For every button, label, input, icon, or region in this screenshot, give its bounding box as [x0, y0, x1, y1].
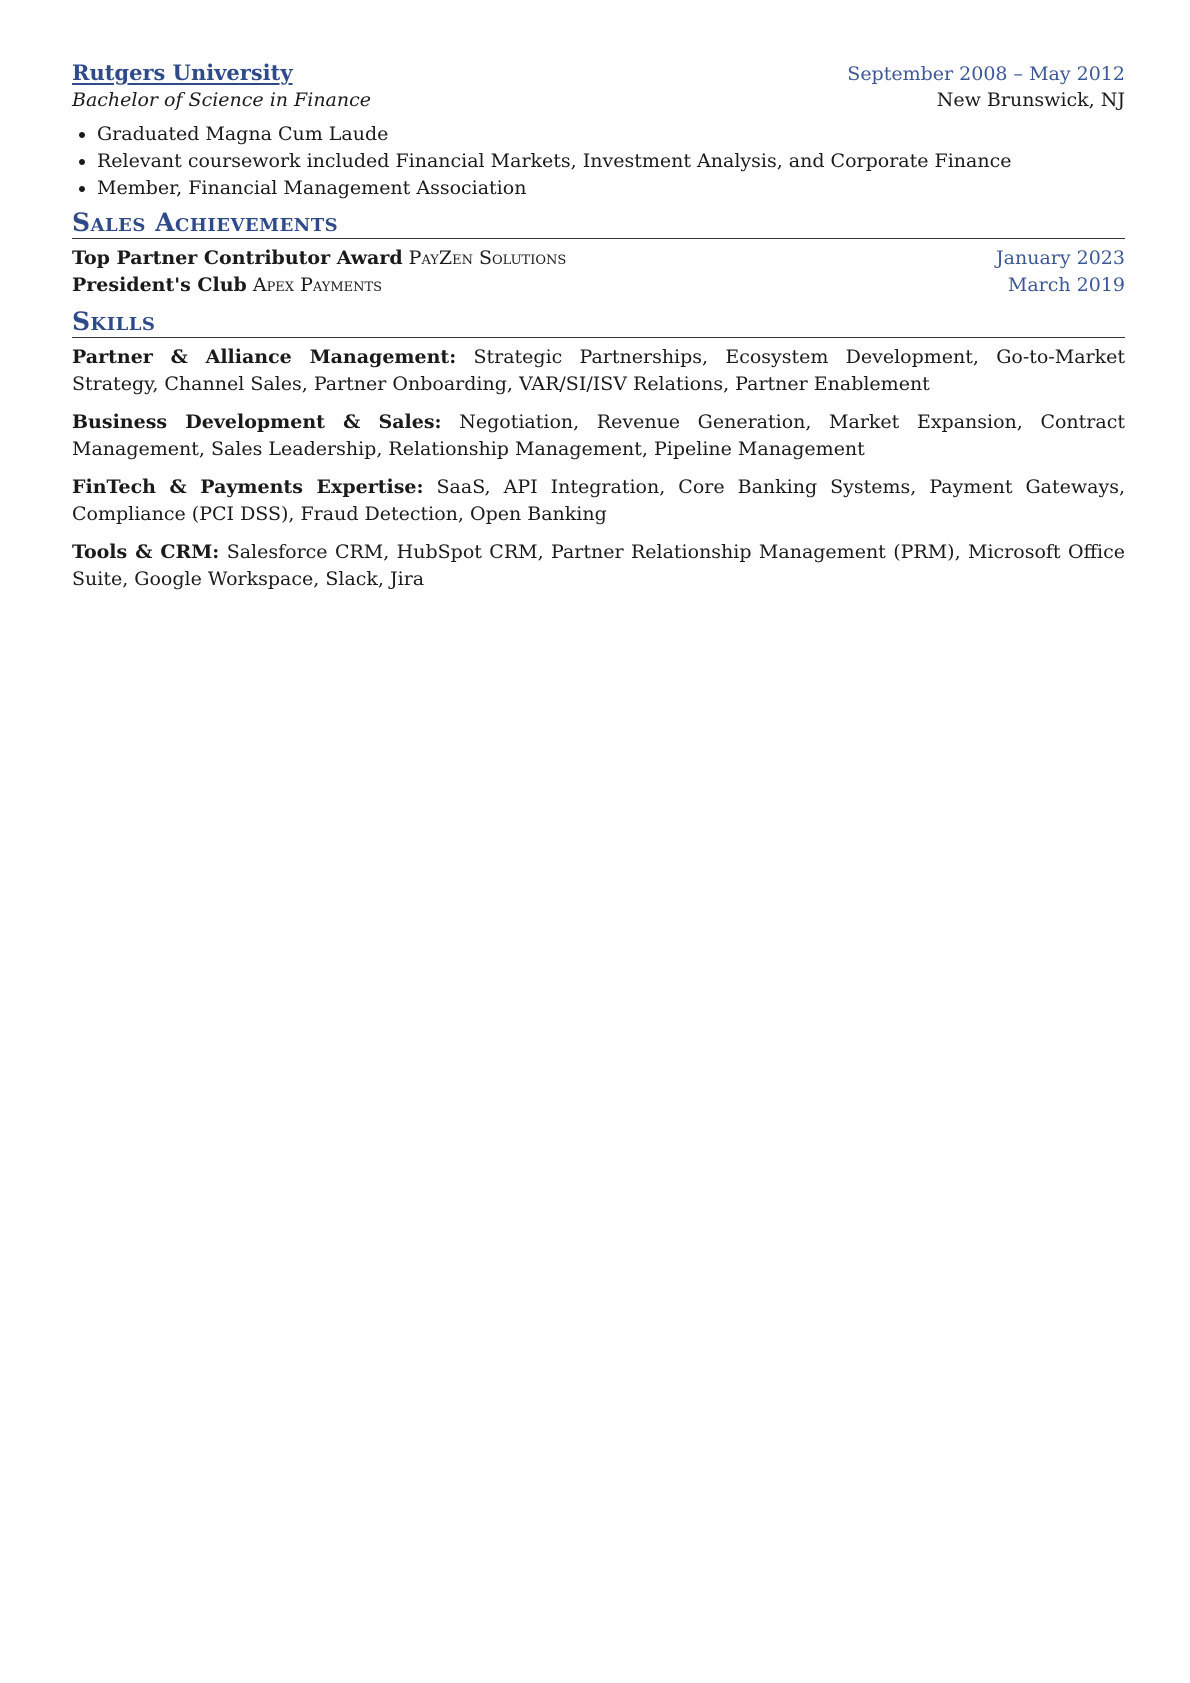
achievement-row	[72, 245, 1125, 272]
skill-group-text: Salesforce CRM, HubSpot CRM, Partner Relationship Management (PRM), Microsoft Office Suite, Google Workspace, Slack, Jira	[72, 541, 1125, 590]
skill-group	[72, 409, 1125, 463]
achievement-name: President's Club	[72, 274, 247, 296]
skill-group-label: Tools & CRM:	[72, 541, 220, 563]
list-item: • Graduated Magna Cum Laude	[97, 121, 1125, 148]
skills-list	[72, 344, 1125, 593]
skill-group-label: Business Development & Sales:	[72, 411, 442, 433]
skill-group-text: Strategic Partnerships, Ecosystem Development, Go-to-Market Strategy, Channel Sales, Partner Onboarding, VAR/SI/ISV Relations, Partner Enablement	[72, 346, 1125, 395]
achievements-list	[72, 245, 1125, 299]
school-link[interactable]: Rutgers University	[72, 60, 293, 85]
skill-group	[72, 344, 1125, 398]
skill-group	[72, 474, 1125, 528]
skill-group	[72, 539, 1125, 593]
education-bullets	[72, 121, 1125, 202]
skill-group-text: Negotiation, Revenue Generation, Market Expansion, Contract Management, Sales Leadership, Relationship Management, Pipeline Management	[72, 411, 1125, 460]
education-dates: September 2008 – May 2012	[847, 63, 1125, 85]
achievement-date: January 2023	[996, 247, 1125, 269]
skill-group-label: FinTech & Payments Expertise:	[72, 476, 424, 498]
section-title-skills: Skills	[72, 307, 1125, 338]
education-location: New Brunswick, NJ	[936, 89, 1125, 111]
achievement-name: Top Partner Contributor Award	[72, 247, 403, 269]
skill-group-label: Partner & Alliance Management:	[72, 346, 457, 368]
resume-page	[72, 60, 1125, 593]
list-item: • Relevant coursework included Financial Markets, Investment Analysis, and Corporate Finance	[97, 148, 1125, 175]
section-title-achievements: Sales Achievements	[72, 208, 1125, 239]
education-subheader-row	[72, 89, 1125, 111]
degree: Bachelor of Science in Finance	[72, 89, 371, 111]
education-entry	[72, 60, 1125, 202]
achievement-org: PayZen Solutions	[408, 247, 567, 269]
achievement-row	[72, 272, 1125, 299]
skill-group-text: SaaS, API Integration, Core Banking Systems, Payment Gateways, Compliance (PCI DSS), Fraud Detection, Open Banking	[72, 476, 1126, 525]
achievement-org: Apex Payments	[252, 274, 383, 296]
education-header-row	[72, 60, 1125, 85]
achievement-date: March 2019	[1007, 274, 1125, 296]
list-item: • Member, Financial Management Association	[97, 175, 1125, 202]
